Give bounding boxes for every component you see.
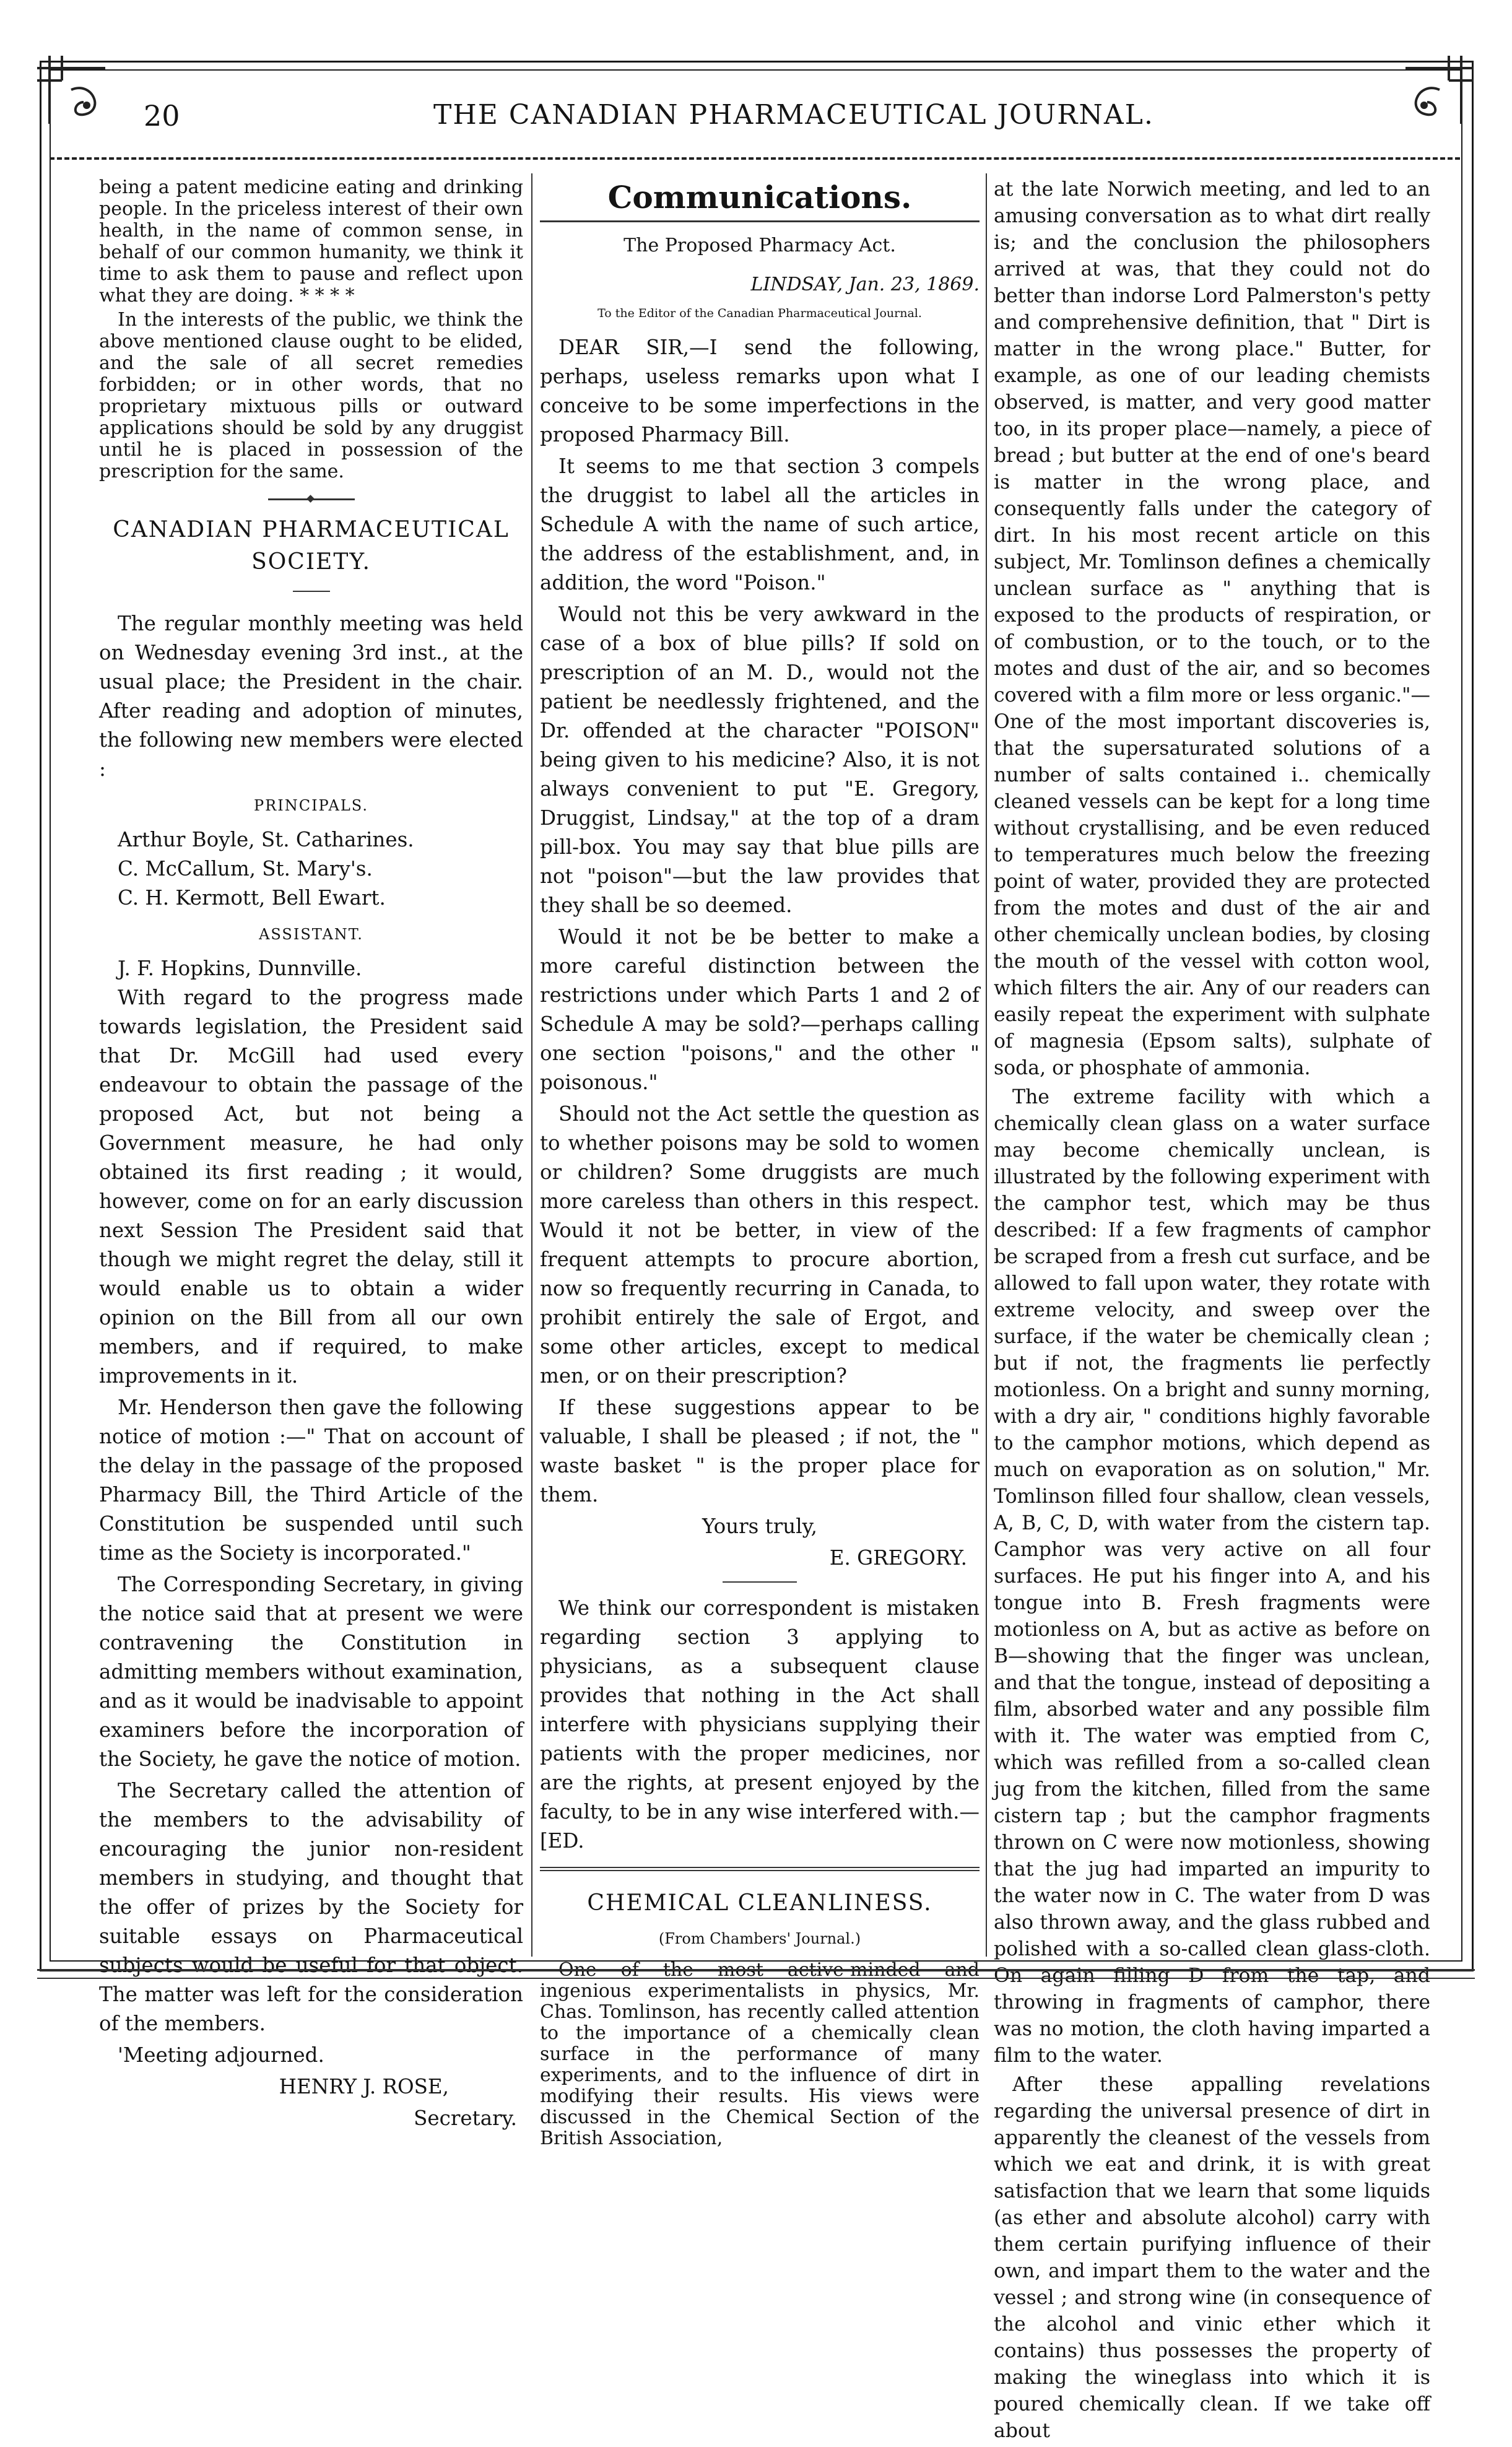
paragraph: The Secretary called the attention of the members to the advisability of encouraging the junior non-resident members in studying, and thought that the offer of prizes by the Society for suitable essays on Pharmaceutical subjects would be useful for that object. The matter was left for the consideration of the members. <box>99 1779 523 2035</box>
paragraph: It seems to me that section 3 compels the druggist to label all the articles in Schedule A with the name of such artice, the address of the establishment, and, in addition, the word "Poison." <box>540 454 980 594</box>
paragraph: The extreme facility with which a chemically clean glass on a water surface may become chemically unclean, is illustrated by the following experiment with the camphor test, which may be thus described: If a few fragments of camphor be scraped from a fresh cut surface, and be allowed to fall upon water, they rotate with extreme velocity, and sweep over the surface, if the water be chemically clean ; but if not, the fragments lie perfectly motionless. On a bright and sunny morning, with a dry air, " conditions highly favorable to the camphor motions, which depend as much on evaporation as on solution," Mr. Tomlinson filled four shallow, clean vessels, A, B, C, D, with water from the cistern tap. Camphor was very active on all four surfaces. He put his finger into A, and his tongue into B. Fresh fragments were motionless on A, but as active as before on B—showing that the finger was unclean, and that the tongue, instead of depositing a film, absorbed water and any possible film with it. The water was emptied from C, which was refilled from a so-called clean jug from the kitchen, filled from the same cistern tap ; but the camphor fragments thrown on C were now motionless, showing that the jug had imparted an impurity to the water now in C. The water from D was also thrown away, and the glass rubbed and polished with a so-called clean glass-cloth. On again filling D from the tap, and throwing in fragments of camphor, there was no motion, the cloth having imparted a film to the water. <box>994 1086 1430 2067</box>
letter-signature: E. GREGORY. <box>829 1546 967 1570</box>
paragraph: DEAR SIR,—I send the following, perhaps, useless remarks upon what I conceive to be some imperfections in the proposed Pharmacy Bill. <box>540 336 980 446</box>
corner-ornament-right <box>1393 43 1486 136</box>
column-divider-2 <box>986 173 987 1957</box>
paragraph: The regular monthly meeting was held on Wednesday evening 3rd inst., at the usual place; the President in the chair. After reading and adoption of minutes, the following new members were elected : <box>99 612 523 781</box>
paragraph: Should not the Act settle the question as to whether poisons may be sold to women or children? Some druggists are much more careless than others in this respect. Would it not be better, in view of the frequent attempts to procure abortion, now so frequently recurring in Canada, to prohibit entirely the sale of Ergot, and some other articles, except to medical men, or on their prescription? <box>540 1102 980 1388</box>
paragraph: Mr. Henderson then gave the following notice of motion :—" That on account of the delay in the passage of the proposed Pharmacy Bill, the Third Article of the Constitution be suspended until such time as the Society is incorporated." <box>99 1396 523 1565</box>
column-2 <box>540 176 980 2152</box>
member-entry: C. McCallum, St. Mary's. <box>118 857 373 880</box>
editor-reply: We think our correspondent is mistaken regarding section 3 applying to physicians, as a subsequent clause provides that nothing in the Act shall interfere with physicians supplying their patients with the proper medicines, nor are the rights, at present enjoyed by the faculty, to be in any wise interfered with.—[ED. <box>540 1596 980 1853</box>
paragraph: If these suggestions appear to be valuable, I shall be pleased ; if not, the " waste basket " is the proper place for them. <box>540 1396 980 1506</box>
footer-rule-2 <box>37 1978 1475 1979</box>
running-title: THE CANADIAN PHARMACEUTICAL JOURNAL. <box>433 99 1154 131</box>
section-divider <box>268 498 355 500</box>
page-number: 20 <box>144 99 180 133</box>
signature-name: HENRY J. ROSE, <box>279 2075 449 2098</box>
paragraph: 'Meeting adjourned. <box>118 2043 324 2067</box>
member-entry: J. F. Hopkins, Dunnville. <box>118 957 362 980</box>
divider <box>723 1581 797 1583</box>
paragraph: Would not this be very awkward in the case of a box of blue pills? If sold on prescription of an M. D., would not the patient be needlessly frightened, and the Dr. offended at the character "POISON" being given to his medicine? Also, it is not always convenient to put "E. Gregory, Druggist, Lindsay," at the top of a dram pill-box. You may say that blue pills are not "poison"—but the law provides that they shall be so deemed. <box>540 602 980 917</box>
corner-ornament-left <box>25 43 118 136</box>
dateline: LINDSAY, Jan. 23, 1869. <box>750 274 980 295</box>
to-editor-line: To the Editor of the Canadian Pharmaceutical Journal. <box>597 306 922 320</box>
principals-label: PRINCIPALS. <box>254 797 368 814</box>
column-1 <box>99 176 523 2136</box>
chemical-heading: CHEMICAL CLEANLINESS. <box>587 1890 932 1916</box>
paragraph: Would it not be be better to make a more careful distinction between the restrictions under which Parts 1 and 2 of Schedule A may be sold?—perhaps calling one section "poisons," and the other " poisonous." <box>540 925 980 1094</box>
signature-title: Secretary. <box>414 2106 517 2130</box>
member-entry: C. H. Kermott, Bell Ewart. <box>118 886 386 910</box>
paragraph: at the late Norwich meeting, and led to an amusing conversation as to what dirt really is; and the conclusion the philosophers arrived at was, that they could not do better than indorse Lord Palmerston's petty and comprehensive definition, that " Dirt is matter in the wrong place." Butter, for example, as one of our leading chemists observed, is matter, and very good matter too, in its proper place—namely, a piece of bread ; but butter at the end of one's beard is matter in the wrong place, and consequently falls under the category of dirt. In his most recent article on this subject, Mr. Tomlinson defines a chemically unclean surface as " anything that is exposed to the products of respiration, or of combustion, or to the touch, or to the motes and dust of the air, and so becomes covered with a film more or less organic."—One of the most important discoveries is, that the supersaturated solutions of a number of salts contained i.. chemically cleaned vessels can be kept for a long time without crystallising, and be even reduced to temperatures much below the freezing point of water, provided they are protected from the motes and dust of the air and other chemically unclean bodies, by closing the mouth of the vessel with cotton wool, which filters the air. Any of our readers can easily repeat the experiment with sulphate of magnesia (Epsom salts), sulphate of soda, or phosphate of ammonia. <box>994 178 1430 1079</box>
society-heading: CANADIAN PHARMACEUTICAL SOCIETY. <box>113 517 510 575</box>
section-divider <box>540 1867 980 1871</box>
letter-title: The Proposed Pharmacy Act. <box>623 235 896 256</box>
paragraph: being a patent medicine eating and drinking people. In the priceless interest of their own health, in the name of common sense, in behalf of our common humanity, we think it time to ask them to pause and reflect upon what they are doing. * * * * <box>99 176 523 306</box>
heading-rule <box>293 591 330 592</box>
header-rule <box>50 157 1460 160</box>
paragraph: In the interests of the public, we think the above mentioned clause ought to be elided, and the sale of all secret remedies forbidden; or in other words, that no proprietary mixtuous pills or outward applications should be sold by any druggist until he is placed in possession of the prescription for the same. <box>99 309 523 482</box>
paragraph: One of the most active-minded and ingenious experimentalists in physics, Mr. Chas. Tomlinson, has recently called attention to the importance of a chemically clean surface in the performance of many experiments, and to the influence of dirt in modifying their results. His views were discussed in the Chemical Section of the British Association, <box>540 1959 980 2149</box>
letter-closing: Yours truly, <box>702 1515 817 1538</box>
paragraph: After these appalling revelations regarding the universal presence of dirt in apparently the cleanest of the vessels from which we eat and drink, it is with great satisfaction that we learn that some liquids (as ether and absolute alcohol) carry with them certain purifying influence of their own, and impart them to the water and the vessel ; and strong wine (in consequence of the alcohol and vinic ether which it contains) thus possesses the property of making the wineglass into which it is poured chemically clean. If we take off about <box>994 2074 1430 2442</box>
member-entry: Arthur Boyle, St. Catharines. <box>118 828 414 851</box>
chemical-source: (From Chambers' Journal.) <box>658 1930 861 1947</box>
paragraph: With regard to the progress made towards legislation, the President said that Dr. McGill had used every endeavour to obtain the passage of the proposed Act, but not being a Government measure, he had only obtained its first reading ; it would, however, come on for an early discussion next Session The President said that though we might regret the delay, still it would enable us to obtain a wider opinion on the Bill from all our own members, and if required, to make improvements in it. <box>99 986 523 1388</box>
communications-heading: Communications. <box>607 179 912 215</box>
heading-rule <box>540 220 980 222</box>
column-divider-1 <box>531 173 532 1957</box>
column-3 <box>994 176 1430 2447</box>
footer-rule <box>37 1969 1475 1971</box>
assistant-label: ASSISTANT. <box>259 926 363 943</box>
paragraph: The Corresponding Secretary, in giving the notice said that at present we were contravening the Constitution in admitting members without examination, and as it would be inadvisable to appoint examiners before the incorporation of the Society, he gave the notice of motion. <box>99 1573 523 1771</box>
